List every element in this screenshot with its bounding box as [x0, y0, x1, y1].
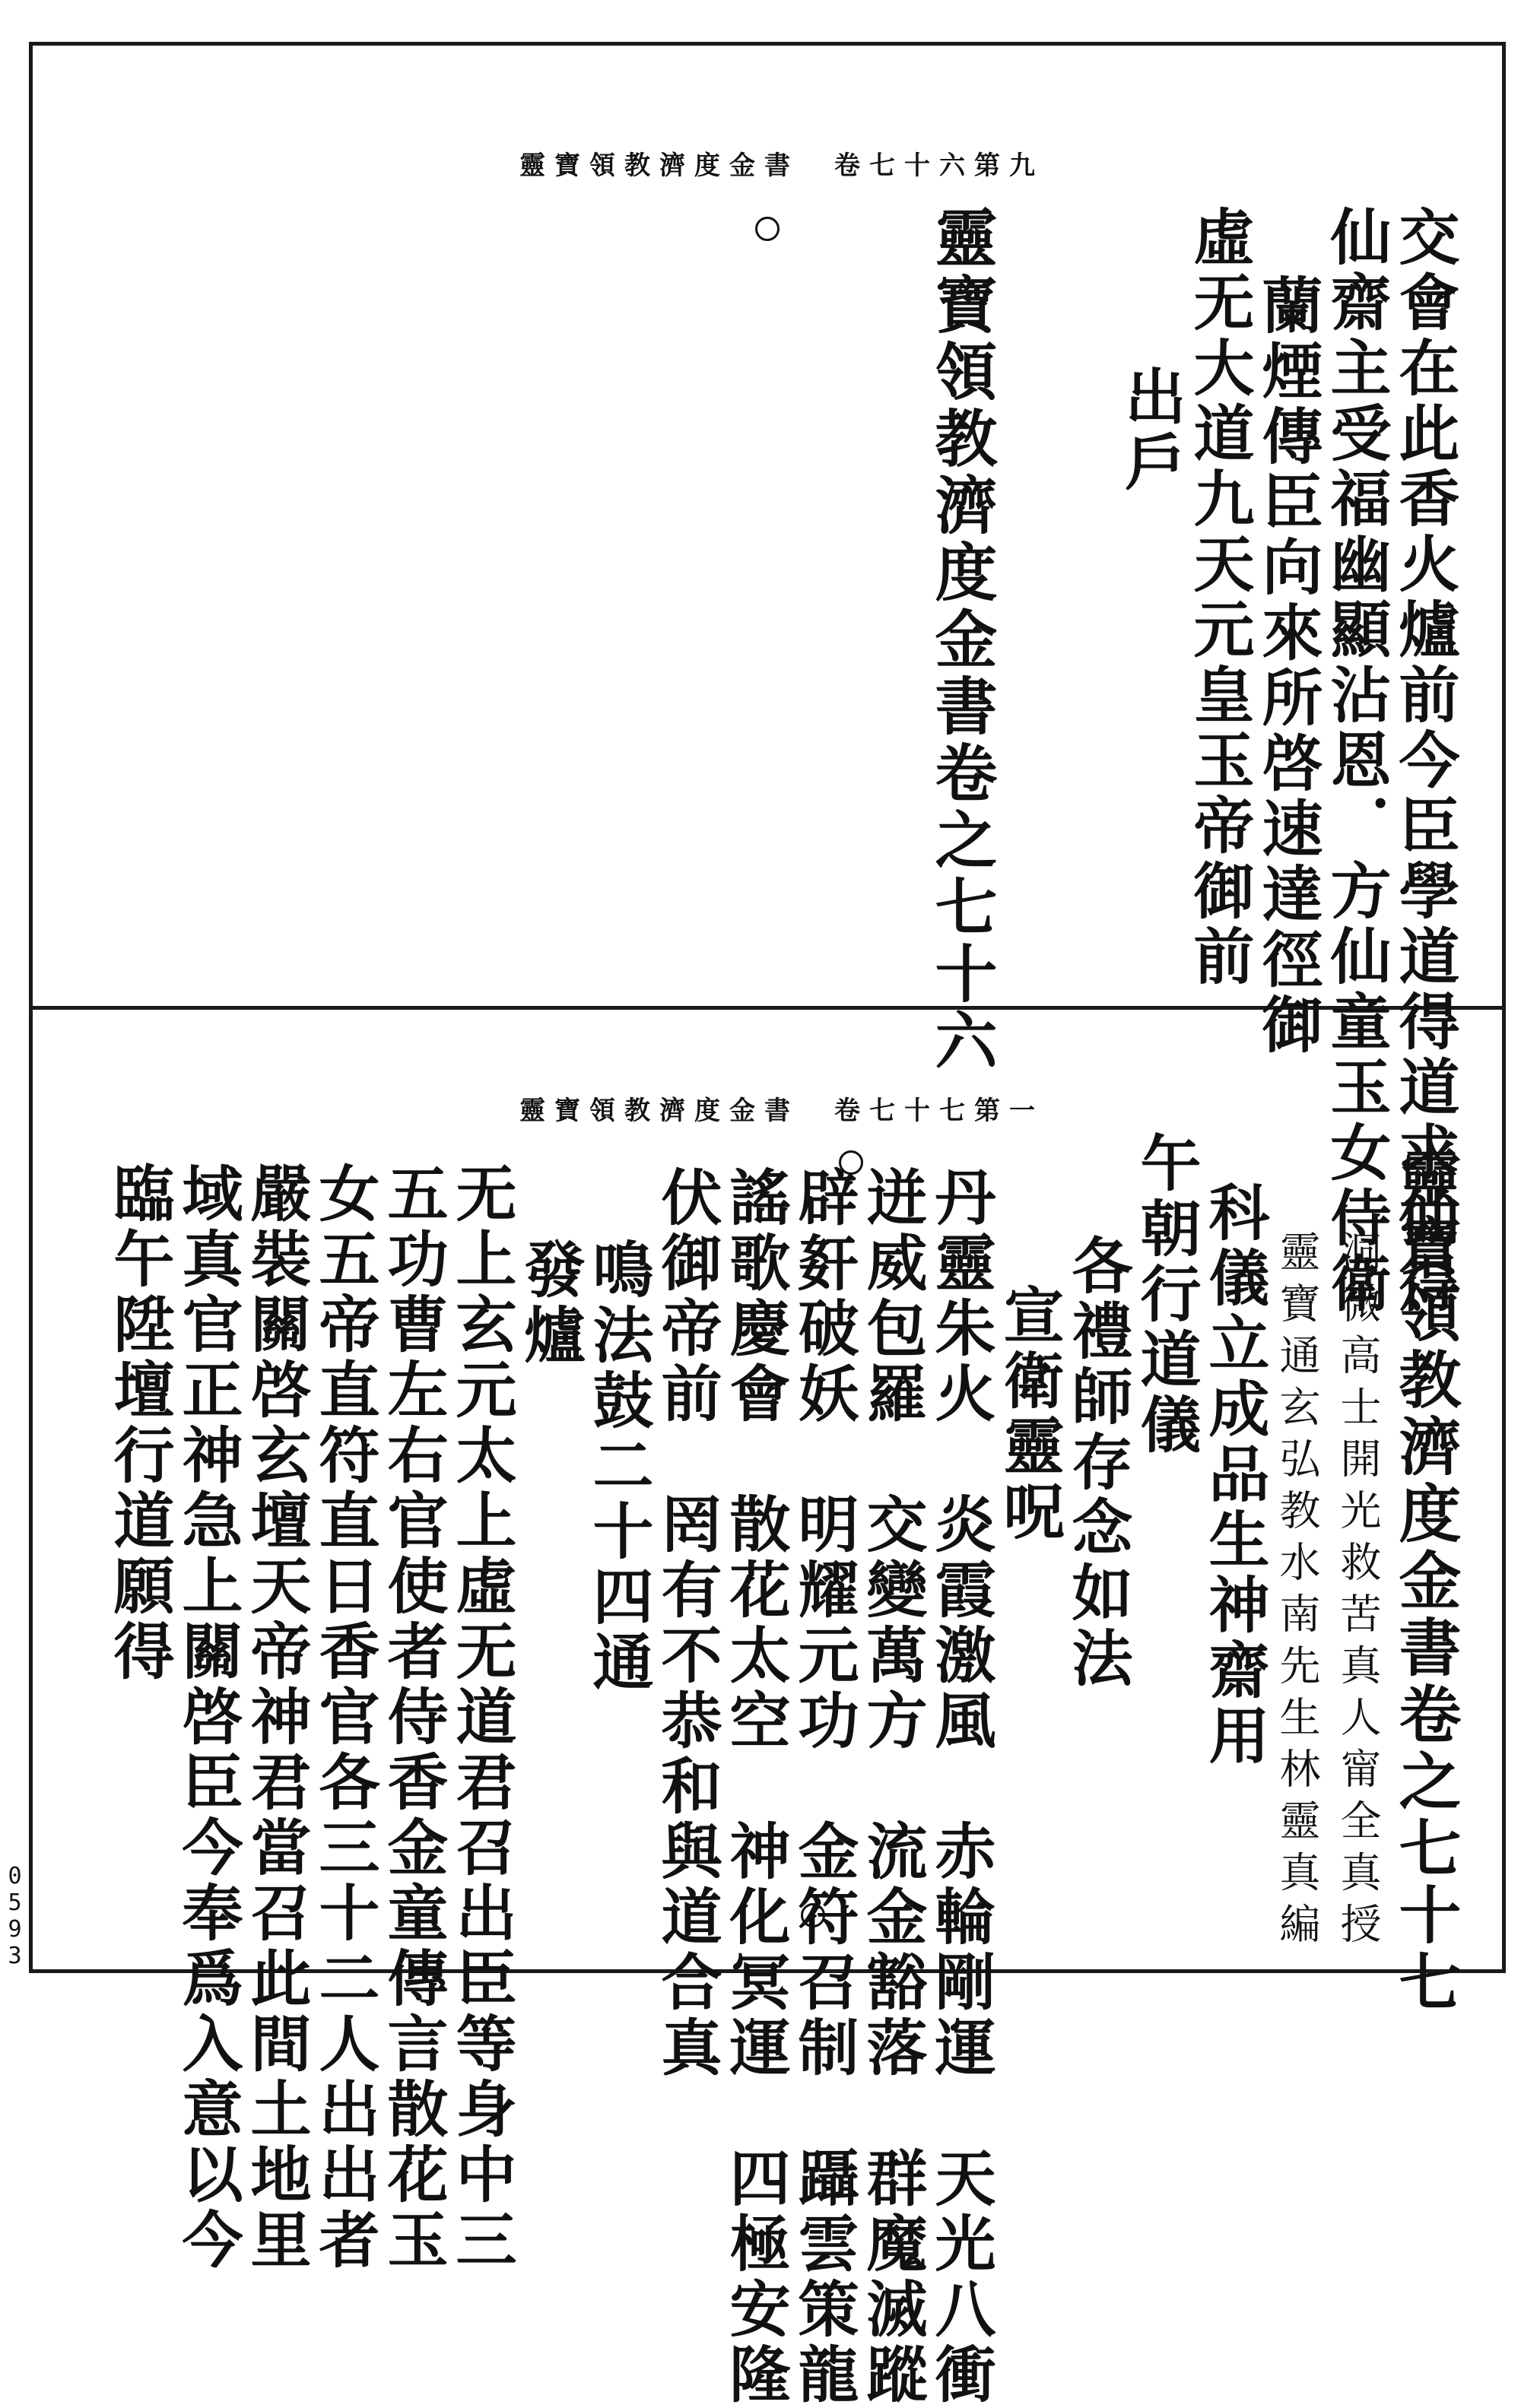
circle-mark — [755, 217, 780, 241]
bottom-page — [33, 1010, 1502, 2408]
top-page-header: 靈寶領教濟度金書 卷七十六第九 — [519, 151, 1044, 181]
text-column-14: 无上玄元太上虛无道君召出臣等身中三 — [446, 1162, 517, 2273]
text-column-9: 辟姧破妖 明耀元功 金符召制 躡雲策龍 — [788, 1166, 859, 2408]
circle-mark — [839, 1150, 863, 1175]
text-column-13: 發爐 — [514, 1238, 586, 1369]
text-column-19: 臨午陞壇行道願得 — [103, 1162, 175, 1685]
text-column-2: 仙齋主受福幽顯沾恩．方仙童玉女侍衛 — [1320, 205, 1392, 1317]
text-column-7: 丹靈朱火 炎霞激風 赤輪剛運 天光八衝 — [925, 1166, 996, 2408]
text-column-18: 域真官正神急上關啓臣今奉爲入意以今 — [172, 1162, 243, 2273]
volume-title: 靈寶領教濟度金書卷之七十七 — [1389, 1147, 1462, 2016]
text-column-6: 宣衛靈呪 — [993, 1283, 1065, 1545]
text-column-1: 交會在此香火爐前今臣學道得道求仙得 — [1389, 205, 1460, 1317]
bottom-page-header: 靈寶領教濟度金書 卷七十七第一 — [519, 1096, 1044, 1126]
text-column-1: 洞微高士開光救苦真人甯全真授 — [1334, 1230, 1382, 1954]
text-column-3: 蘭煙傳臣向來所啓速達徑御 — [1252, 274, 1323, 1058]
text-column-5: 各禮師存念如法 — [1062, 1234, 1133, 1692]
circle-mark — [801, 1903, 825, 1927]
text-column-4: 午朝行道儀 — [1130, 1131, 1202, 1458]
text-column-16: 女五帝直符直日香官各三十二人出出者 — [309, 1162, 380, 2273]
text-column-11: 伏御帝前 罔有不恭和與道合真 — [651, 1166, 722, 2081]
text-column-4: 虛无大道九天元皇玉帝御前 — [1183, 205, 1255, 990]
text-column-15: 五功曹左右官使者侍香金童傳言散花玉 — [377, 1162, 449, 2273]
text-column-12: 鳴法鼓二十四通 — [583, 1238, 654, 1696]
text-column-2: 靈寶通玄弘教水南先生林靈真編 — [1273, 1230, 1321, 1954]
text-column-10: 謠歌慶會 散花太空 神化冥運 四極安隆 — [719, 1166, 791, 2408]
volume-title: 靈寶領教濟度金書卷之七十六 — [925, 205, 998, 1075]
text-column-17: 嚴裝關啓玄壇天帝神君當召此間土地里 — [240, 1162, 312, 2273]
text-column-5: 出戶 — [1115, 365, 1186, 496]
page-number: 0593 — [2, 1863, 28, 1969]
text-column-8: 迸威包羅 交變萬方 流金豁落 群魔滅蹤 — [856, 1166, 928, 2408]
text-column-3: 科儀立成品生神齋用 — [1199, 1181, 1270, 1769]
